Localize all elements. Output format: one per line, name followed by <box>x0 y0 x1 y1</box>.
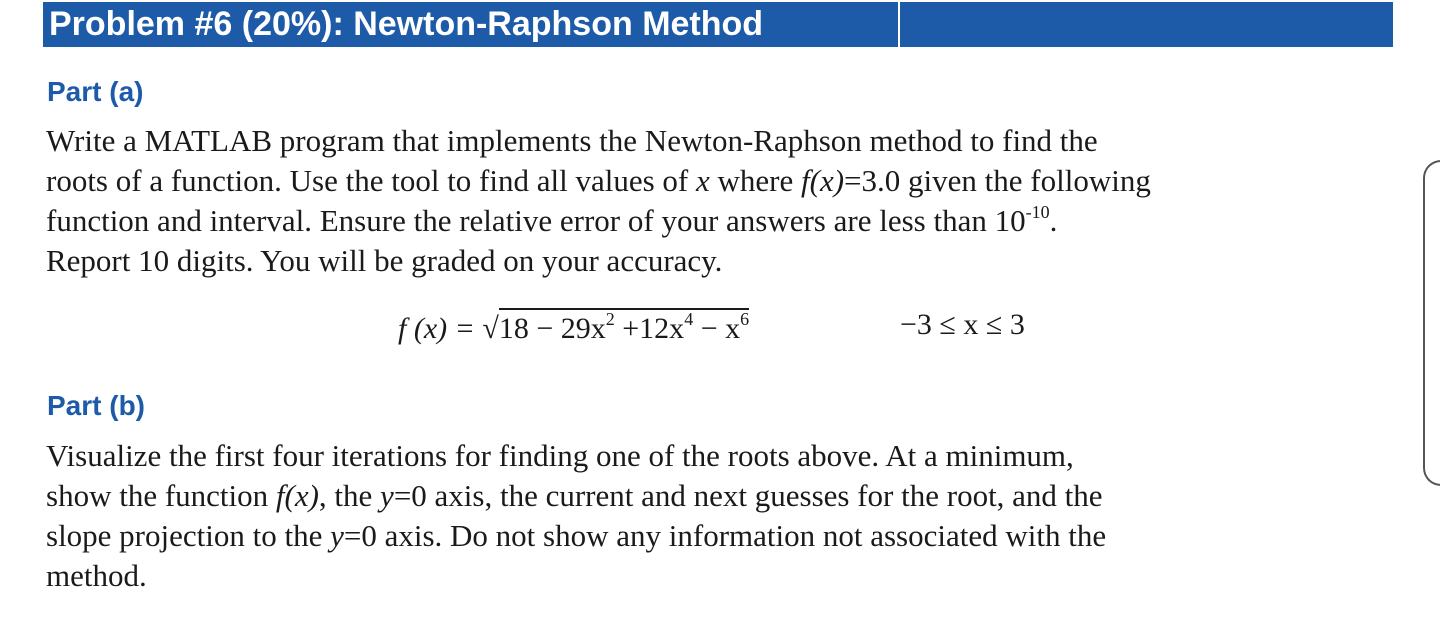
part-b-description <box>46 436 1386 596</box>
function-equation <box>398 308 749 346</box>
part-a-line-2: roots of a function. Use the tool to find all values of x where f(x)=3.0 given the following <box>46 163 1151 198</box>
part-b-line-3: slope projection to the y=0 axis. Do not show any information not associated with the <box>46 518 1107 553</box>
part-b-line-4: method. <box>46 558 147 593</box>
side-panel-edge <box>1423 160 1440 486</box>
sqrt-symbol: √ <box>482 312 499 345</box>
interval-constraint: −3 ≤ x ≤ 3 <box>900 308 1025 341</box>
part-a-line-4: Report 10 digits. You will be graded on your accuracy. <box>46 243 723 278</box>
equation-radicand: $18 - 29x^2 +12x^4 - x^6$ <box>498 309 750 345</box>
part-b-heading: Part (b) <box>47 390 145 421</box>
part-b-line-1: Visualize the first four iterations for finding one of the roots above. At a minimum, <box>46 438 1074 473</box>
part-a-description <box>46 121 1386 281</box>
part-a-line-3: function and interval. Ensure the relative error of your answers are less than $10^{-10}$. <box>46 202 1058 238</box>
part-a-heading: Part (a) <box>47 76 144 107</box>
banner-divider <box>898 2 900 47</box>
problem-header-banner <box>43 2 1393 47</box>
equation-lhs: f (x) = <box>398 312 483 345</box>
problem-title: Problem #6 (20%): Newton-Raphson Method <box>49 5 764 43</box>
part-b-line-2: show the function f(x), the y=0 axis, the current and next guesses for the root, and the <box>46 478 1103 513</box>
part-a-line-1: Write a MATLAB program that implements the Newton-Raphson method to find the <box>46 123 1098 158</box>
